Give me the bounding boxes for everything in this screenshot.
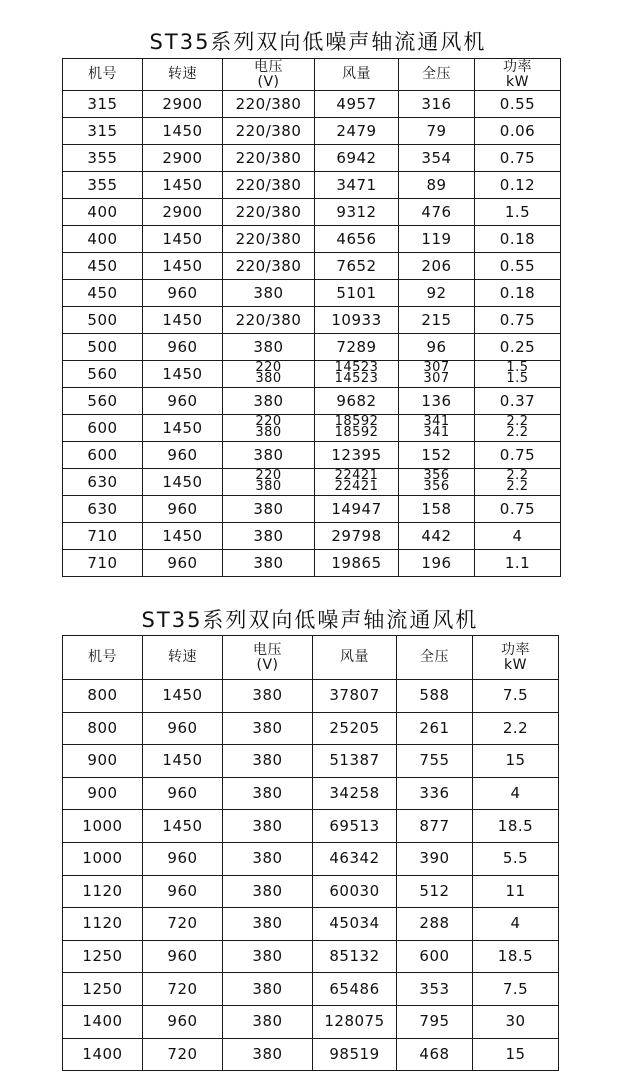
table-cell: 1400: [63, 1038, 143, 1071]
table-cell: 500: [63, 334, 143, 361]
table-cell: 316: [399, 91, 475, 118]
column-header: 功率 kW: [475, 59, 561, 91]
table-cell: 356 356: [399, 469, 475, 496]
table-cell: 0.25: [475, 334, 561, 361]
table-cell: 450: [63, 253, 143, 280]
table-cell: 380: [223, 442, 315, 469]
table-cell: 30: [473, 1005, 559, 1038]
table-cell: 380: [223, 1005, 313, 1038]
table-cell: 1120: [63, 875, 143, 908]
table-row: [63, 1005, 559, 1038]
table-cell: 336: [397, 777, 473, 810]
table2-title: ST35系列双向低噪声轴流通风机: [141, 608, 479, 632]
table-cell: 96: [399, 334, 475, 361]
table-cell: 2900: [143, 91, 223, 118]
table-cell: 51387: [313, 745, 397, 778]
table-row: [63, 810, 559, 843]
table-cell: 512: [397, 875, 473, 908]
table-cell: 380: [223, 842, 313, 875]
table-cell: 1450: [143, 253, 223, 280]
table-cell: 380: [223, 712, 313, 745]
table-cell: 380: [223, 745, 313, 778]
header-row: [63, 59, 561, 91]
column-header: 转速: [143, 636, 223, 680]
column-header: 转速: [143, 59, 223, 91]
table-cell: 315: [63, 91, 143, 118]
table-cell: 220/380: [223, 307, 315, 334]
table-cell: 0.75: [475, 496, 561, 523]
table-cell: 14523 14523: [315, 361, 399, 388]
table-cell: 7652: [315, 253, 399, 280]
table-cell: 261: [397, 712, 473, 745]
table-row: [63, 550, 561, 577]
table-cell: 380: [223, 280, 315, 307]
table-cell: 18.5: [473, 810, 559, 843]
table-cell: 600: [63, 442, 143, 469]
table-cell: 4: [473, 908, 559, 941]
table-row: [63, 415, 561, 442]
table-cell: 4656: [315, 226, 399, 253]
column-header: 全压: [397, 636, 473, 680]
column-header: 功率 kW: [473, 636, 559, 680]
table-cell: 288: [397, 908, 473, 941]
table-cell: 37807: [313, 680, 397, 713]
table-cell: 220/380: [223, 253, 315, 280]
table-cell: 0.75: [475, 307, 561, 334]
table-row: [63, 226, 561, 253]
table-cell: 960: [143, 842, 223, 875]
table-row: [63, 745, 559, 778]
table-row: [63, 388, 561, 415]
table-cell: 4957: [315, 91, 399, 118]
table-cell: 380: [223, 973, 313, 1006]
table-cell: 7.5: [473, 680, 559, 713]
table-cell: 1.5: [475, 199, 561, 226]
table-cell: 215: [399, 307, 475, 334]
table-cell: 0.55: [475, 253, 561, 280]
table-cell: 400: [63, 226, 143, 253]
table-row: [63, 307, 561, 334]
table-cell: 6942: [315, 145, 399, 172]
table-cell: 1450: [143, 415, 223, 442]
table-row: [63, 442, 561, 469]
table-cell: 476: [399, 199, 475, 226]
table-cell: 755: [397, 745, 473, 778]
table-cell: 29798: [315, 523, 399, 550]
table-cell: 710: [63, 550, 143, 577]
table-cell: 960: [143, 496, 223, 523]
table-cell: 7289: [315, 334, 399, 361]
table-cell: 18.5: [473, 940, 559, 973]
table-cell: 12395: [315, 442, 399, 469]
table-cell: 1250: [63, 973, 143, 1006]
table-cell: 380: [223, 1038, 313, 1071]
table-cell: 15: [473, 1038, 559, 1071]
table-cell: 630: [63, 496, 143, 523]
column-header: 机号: [63, 59, 143, 91]
table-cell: 355: [63, 172, 143, 199]
table-cell: 380: [223, 496, 315, 523]
table-cell: 2.2 2.2: [475, 469, 561, 496]
table-cell: 442: [399, 523, 475, 550]
table-cell: 600: [63, 415, 143, 442]
table-cell: 152: [399, 442, 475, 469]
table-cell: 1000: [63, 842, 143, 875]
table-cell: 960: [143, 1005, 223, 1038]
table-cell: 220/380: [223, 199, 315, 226]
table-cell: 220/380: [223, 118, 315, 145]
table-cell: 4: [473, 777, 559, 810]
table-cell: 1450: [143, 680, 223, 713]
table-cell: 18592 18592: [315, 415, 399, 442]
table-cell: 1400: [63, 1005, 143, 1038]
table-cell: 0.18: [475, 226, 561, 253]
table-cell: 220/380: [223, 172, 315, 199]
table-row: [63, 908, 559, 941]
table-cell: 960: [143, 388, 223, 415]
table-cell: 900: [63, 745, 143, 778]
table-cell: 380: [223, 550, 315, 577]
table-cell: 380: [223, 777, 313, 810]
table-cell: 0.75: [475, 442, 561, 469]
table-cell: 220/380: [223, 91, 315, 118]
table-cell: 380: [223, 810, 313, 843]
table-cell: 34258: [313, 777, 397, 810]
table-cell: 1450: [143, 226, 223, 253]
table-cell: 380: [223, 680, 313, 713]
table-row: [63, 334, 561, 361]
table-cell: 14947: [315, 496, 399, 523]
table-cell: 2.2: [473, 712, 559, 745]
table-cell: 196: [399, 550, 475, 577]
table-cell: 500: [63, 307, 143, 334]
table-row: [63, 496, 561, 523]
column-header: 电压 (V): [223, 636, 313, 680]
table-row: [63, 145, 561, 172]
table-cell: 2479: [315, 118, 399, 145]
table-cell: 2900: [143, 199, 223, 226]
table-cell: 468: [397, 1038, 473, 1071]
table-row: [63, 777, 559, 810]
table-row: [63, 1038, 559, 1071]
table-cell: 3471: [315, 172, 399, 199]
column-header: 风量: [313, 636, 397, 680]
table-cell: 720: [143, 973, 223, 1006]
table-cell: 900: [63, 777, 143, 810]
table-cell: 7.5: [473, 973, 559, 1006]
table-cell: 390: [397, 842, 473, 875]
table-cell: 588: [397, 680, 473, 713]
table-cell: 0.06: [475, 118, 561, 145]
table-cell: 19865: [315, 550, 399, 577]
table-cell: 800: [63, 680, 143, 713]
table-row: [63, 940, 559, 973]
table-cell: 1250: [63, 940, 143, 973]
table-row: [63, 712, 559, 745]
table-cell: 119: [399, 226, 475, 253]
table-row: [63, 523, 561, 550]
table-cell: 380: [223, 908, 313, 941]
table-cell: 0.37: [475, 388, 561, 415]
table-cell: 45034: [313, 908, 397, 941]
table-cell: 1450: [143, 745, 223, 778]
table-cell: 380: [223, 388, 315, 415]
table-cell: 10933: [315, 307, 399, 334]
table-cell: 85132: [313, 940, 397, 973]
table-cell: 960: [143, 334, 223, 361]
table-cell: 1450: [143, 172, 223, 199]
table-cell: 65486: [313, 973, 397, 1006]
table-row: [63, 118, 561, 145]
table1-title: ST35系列双向低噪声轴流通风机: [149, 30, 487, 54]
table-cell: 960: [143, 875, 223, 908]
table-row: [63, 361, 561, 388]
column-header: 电压 (V): [223, 59, 315, 91]
table-cell: 355: [63, 145, 143, 172]
table-cell: 158: [399, 496, 475, 523]
table-cell: 450: [63, 280, 143, 307]
table-cell: 0.55: [475, 91, 561, 118]
fan-spec-table-2: [62, 635, 559, 1071]
table-cell: 960: [143, 550, 223, 577]
table-cell: 79: [399, 118, 475, 145]
table-cell: 960: [143, 940, 223, 973]
table-cell: 220 380: [223, 469, 315, 496]
table-cell: 2.2 2.2: [475, 415, 561, 442]
column-header: 风量: [315, 59, 399, 91]
table-cell: 1.5 1.5: [475, 361, 561, 388]
table-cell: 1450: [143, 118, 223, 145]
header-row: [63, 636, 559, 680]
table-cell: 1120: [63, 908, 143, 941]
column-header: 全压: [399, 59, 475, 91]
table-cell: 98519: [313, 1038, 397, 1071]
table-cell: 60030: [313, 875, 397, 908]
table-cell: 560: [63, 388, 143, 415]
table-cell: 9312: [315, 199, 399, 226]
table-cell: 15: [473, 745, 559, 778]
table-cell: 960: [143, 280, 223, 307]
table-cell: 380: [223, 523, 315, 550]
table-row: [63, 680, 559, 713]
table-cell: 5.5: [473, 842, 559, 875]
table-cell: 220/380: [223, 226, 315, 253]
table-cell: 960: [143, 712, 223, 745]
table-cell: 1450: [143, 307, 223, 334]
table-cell: 0.18: [475, 280, 561, 307]
table-cell: 960: [143, 442, 223, 469]
table-cell: 877: [397, 810, 473, 843]
table-row: [63, 280, 561, 307]
table-cell: 2900: [143, 145, 223, 172]
table-cell: 800: [63, 712, 143, 745]
table-cell: 400: [63, 199, 143, 226]
table-cell: 630: [63, 469, 143, 496]
fan-spec-table-1: [62, 58, 561, 577]
table-cell: 560: [63, 361, 143, 388]
table-cell: 46342: [313, 842, 397, 875]
table-row: [63, 199, 561, 226]
table-cell: 720: [143, 1038, 223, 1071]
table-cell: 11: [473, 875, 559, 908]
table-cell: 9682: [315, 388, 399, 415]
table-cell: 69513: [313, 810, 397, 843]
table-cell: 960: [143, 777, 223, 810]
column-header: 机号: [63, 636, 143, 680]
table-cell: 720: [143, 908, 223, 941]
table-cell: 315: [63, 118, 143, 145]
table-cell: 220 380: [223, 415, 315, 442]
table-row: [63, 253, 561, 280]
table-cell: 89: [399, 172, 475, 199]
table-cell: 0.12: [475, 172, 561, 199]
table-cell: 353: [397, 973, 473, 1006]
table-cell: 22421 22421: [315, 469, 399, 496]
table-cell: 710: [63, 523, 143, 550]
table-cell: 1000: [63, 810, 143, 843]
table-row: [63, 172, 561, 199]
table-row: [63, 973, 559, 1006]
table-cell: 307 307: [399, 361, 475, 388]
table-cell: 5101: [315, 280, 399, 307]
table-cell: 380: [223, 875, 313, 908]
table-cell: 354: [399, 145, 475, 172]
table-cell: 0.75: [475, 145, 561, 172]
table-cell: 128075: [313, 1005, 397, 1038]
table-cell: 1450: [143, 361, 223, 388]
table-cell: 4: [475, 523, 561, 550]
table-cell: 600: [397, 940, 473, 973]
table-cell: 1450: [143, 810, 223, 843]
table-cell: 380: [223, 940, 313, 973]
table-cell: 206: [399, 253, 475, 280]
table-row: [63, 469, 561, 496]
table-cell: 1450: [143, 523, 223, 550]
table-row: [63, 875, 559, 908]
table-cell: 220 380: [223, 361, 315, 388]
table-cell: 341 341: [399, 415, 475, 442]
table-row: [63, 91, 561, 118]
table-cell: 220/380: [223, 145, 315, 172]
table-row: [63, 842, 559, 875]
table-cell: 136: [399, 388, 475, 415]
table-cell: 795: [397, 1005, 473, 1038]
table-cell: 25205: [313, 712, 397, 745]
table-cell: 1450: [143, 469, 223, 496]
table-cell: 1.1: [475, 550, 561, 577]
table-cell: 92: [399, 280, 475, 307]
table-cell: 380: [223, 334, 315, 361]
